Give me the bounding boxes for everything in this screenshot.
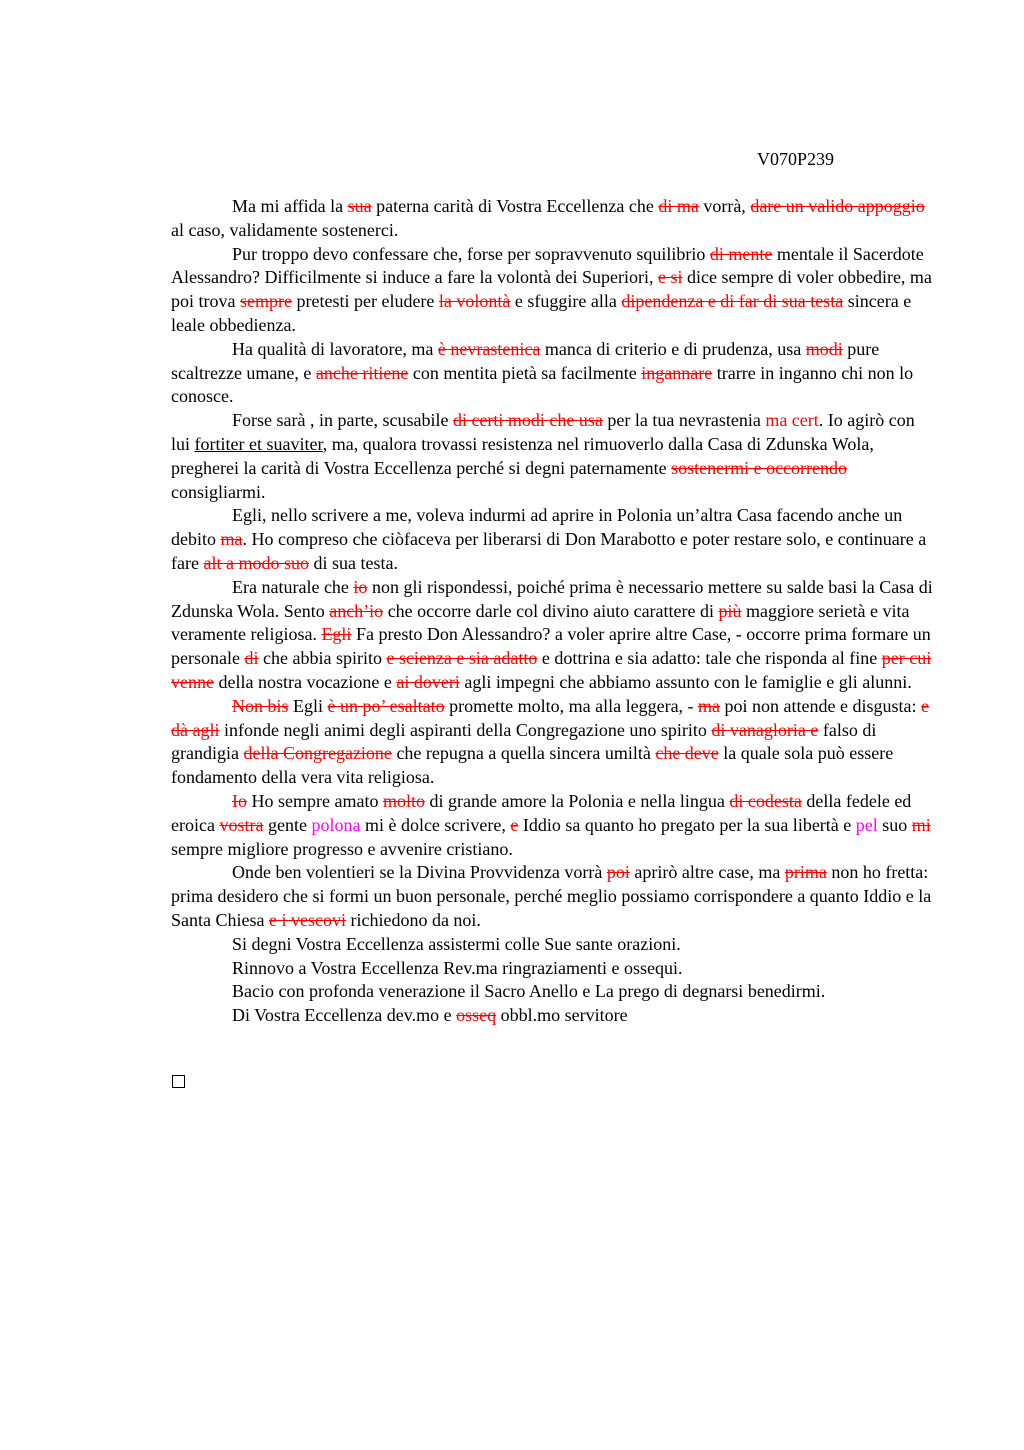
paragraph [171, 1004, 933, 1028]
text-segment: . Io agirò con lui [171, 410, 915, 454]
deleted-text: Io [232, 790, 247, 811]
deleted-text: modi [805, 338, 843, 359]
paragraph [171, 576, 933, 695]
paragraph [171, 980, 933, 1004]
text-segment: pretesti per eludere [291, 291, 439, 312]
deleted-text: di mente [709, 243, 773, 264]
paragraph [171, 243, 933, 338]
deleted-text: più [718, 600, 742, 621]
text-segment: Ha qualità di lavoratore, ma [232, 338, 438, 359]
text-segment: obbl.mo servitore [496, 1005, 628, 1026]
deleted-text: Non bis [232, 695, 289, 716]
text-segment: Onde ben volentieri se la Divina Provvidenza vorrà [232, 862, 607, 883]
deleted-text: vostra [219, 814, 264, 835]
added-text: polona [311, 814, 361, 835]
text-segment: consigliarmi. [171, 481, 266, 502]
deleted-text: poi [606, 862, 630, 883]
deleted-text: sua [347, 196, 372, 216]
text-segment: mi è dolce scrivere, [360, 814, 511, 835]
text-segment: maggiore serietà e vita veramente religiosa. [171, 600, 910, 645]
text-segment: richiedono da noi. [345, 909, 481, 930]
deleted-text: sempre [240, 291, 292, 312]
deleted-text: e dà agli [171, 695, 930, 740]
deleted-text: e si [658, 267, 683, 288]
paragraph [171, 861, 933, 932]
text-segment: della fedele ed eroica [171, 790, 912, 835]
deleted-text: anche ritiene [315, 362, 409, 383]
deleted-text: mi [911, 814, 931, 835]
deleted-text: è nevrastenica [437, 338, 541, 359]
deleted-text: alt a modo suo [203, 552, 309, 573]
paragraph [171, 504, 933, 575]
text-segment: Bacio con profonda venerazione il Sacro Anello e La prego di degnarsi benedirmi. [232, 981, 826, 1002]
text-segment: Ho sempre amato [247, 790, 383, 811]
paragraph [171, 790, 933, 861]
deleted-text: io [353, 576, 368, 597]
deleted-text: Egli [321, 624, 352, 645]
deleted-text: ingannare [641, 362, 713, 383]
text-segment: Forse sarà , in parte, scusabile [232, 410, 453, 431]
deleted-text: prima [784, 862, 827, 883]
text-segment: Era naturale che [232, 576, 354, 597]
letter-body [171, 195, 933, 1028]
text-segment: pure scaltrezze umane, e [171, 338, 880, 383]
deleted-text: di certi modi che usa [452, 410, 603, 431]
underlined-text: fortiter et suaviter [194, 433, 323, 454]
text-segment: aprirò altre case, ma [629, 862, 785, 883]
deleted-text: e scienza e sia adatto [386, 648, 538, 669]
text-segment: manca di criterio e di prudenza, usa [540, 338, 806, 359]
deleted-text: ma [698, 695, 721, 716]
text-segment: Di Vostra Eccellenza dev.mo e [232, 1005, 457, 1026]
text-segment: non gli rispondessi, poiché prima è necessario mettere su salde basi la Casa di Zdunska Wola. Sento [171, 576, 933, 621]
red-text: ma cert [765, 410, 819, 431]
paragraph [171, 195, 933, 243]
text-segment: promette molto, ma alla leggera, - [444, 695, 699, 716]
text-segment: trarre in inganno chi non lo conosce. [171, 362, 914, 407]
text-segment: di grande amore la Polonia e nella lingua [424, 790, 730, 811]
text-segment: Iddio sa quanto ho pregato per la sua libertà e [518, 814, 856, 835]
text-segment: che repugna a quella sincera umiltà [391, 743, 656, 764]
text-segment: . Ho compreso che ciòfaceva per liberarsi di Don Marabotto e poter restare solo, e continuare a fare [171, 529, 927, 573]
deleted-text: ai doveri [396, 671, 460, 692]
text-segment: che occorre darle col divino aiuto carattere di [383, 600, 719, 621]
text-segment: paterna carità di Vostra Eccellenza che [371, 196, 659, 216]
deleted-text: di vanagloria e [711, 719, 819, 740]
deleted-text: della Congregazione [243, 743, 392, 764]
text-segment: Egli, nello scrivere a me, voleva indurmi ad aprire in Polonia un’altra Casa facendo anche un debito [171, 505, 903, 550]
text-segment: sempre migliore progresso e avvenire cristiano. [171, 838, 513, 859]
text-segment: che abbia spirito [258, 648, 387, 669]
paragraph [171, 409, 933, 504]
deleted-text: che deve [655, 743, 719, 764]
deleted-text: di codesta [729, 790, 802, 811]
text-segment: mentale il Sacerdote Alessandro? Difficilmente si induce a fare la volontà dei Superiori, [171, 243, 924, 288]
deleted-text: per cui venne [171, 648, 932, 692]
deleted-text: e i vescovi [268, 909, 346, 930]
text-segment: Pur troppo devo confessare che, forse per sopravvenuto squilibrio [232, 243, 710, 264]
text-segment: Egli [288, 695, 328, 716]
deleted-text: e [510, 814, 519, 835]
text-segment: , ma, qualora trovassi resistenza nel rimuoverlo dalla Casa di Zdunska Wola, pregherei la carità di Vostra Eccellenza perché si degni paternamente [171, 433, 874, 478]
text-segment: falso di grandigia [171, 719, 877, 764]
text-segment: sincera e leale obbedienza. [171, 291, 912, 335]
text-segment: vorrà, [698, 196, 751, 216]
page-id: V070P239 [757, 149, 835, 169]
deleted-text: la volontà [438, 291, 511, 312]
text-segment: poi non attende e disgusta: [720, 695, 922, 716]
deleted-text: di [244, 648, 259, 669]
text-segment: al caso, validamente sostenerci. [171, 219, 399, 240]
deleted-text: ma [220, 529, 243, 550]
paragraph [171, 338, 933, 409]
text-segment: Si degni Vostra Eccellenza assistermi colle Sue sante orazioni. [232, 933, 681, 954]
text-segment: per la tua nevrastenia [602, 410, 766, 431]
text-segment: Ma mi affida la [232, 196, 348, 216]
text-segment: e dottrina e sia adatto: tale che risponda al fine [537, 648, 882, 669]
paragraph [171, 957, 933, 981]
text-segment: non ho fretta: prima desidero che si formi un buon personale, perché meglio possiamo corrispondere a quanto Iddio e la Santa Chiesa [171, 862, 932, 930]
text-segment: suo [877, 814, 912, 835]
text-segment: Rinnovo a Vostra Eccellenza Rev.ma ringraziamenti e ossequi. [232, 957, 683, 978]
text-segment: dice sempre di voler obbedire, ma poi trova [171, 267, 932, 312]
paragraph [171, 695, 933, 790]
text-segment: e sfuggire alla [510, 291, 622, 312]
deleted-text: sostenermi e occorrendo [671, 457, 848, 478]
text-segment: della nostra vocazione e [213, 671, 397, 692]
deleted-text: dipendenza e di far di sua testa [621, 291, 844, 312]
deleted-text: anch’io [329, 600, 384, 621]
text-segment: agli impegni che abbiamo assunto con le famiglie e gli alunni. [459, 671, 912, 692]
paragraph [171, 933, 933, 957]
deleted-text: dare un valido appoggio [750, 196, 925, 216]
text-segment: la quale sola può essere fondamento della vera vita religiosa. [171, 743, 894, 788]
added-text: pel [855, 814, 878, 835]
deleted-text: molto [382, 790, 425, 811]
text-segment: infonde negli animi degli aspiranti della Congregazione uno spirito [219, 719, 712, 740]
text-segment: gente [263, 814, 312, 835]
text-segment: di sua testa. [308, 552, 398, 573]
text-segment: con mentita pietà sa facilmente [408, 362, 642, 383]
deleted-text: è un po’ esaltato [327, 695, 445, 716]
text-segment: Fa presto Don Alessandro? a voler aprire altre Case, - occorre prima formare un personale [171, 624, 931, 669]
checkbox-icon [172, 1075, 185, 1088]
deleted-text: osseq [456, 1005, 497, 1026]
deleted-text: di ma [658, 196, 699, 216]
